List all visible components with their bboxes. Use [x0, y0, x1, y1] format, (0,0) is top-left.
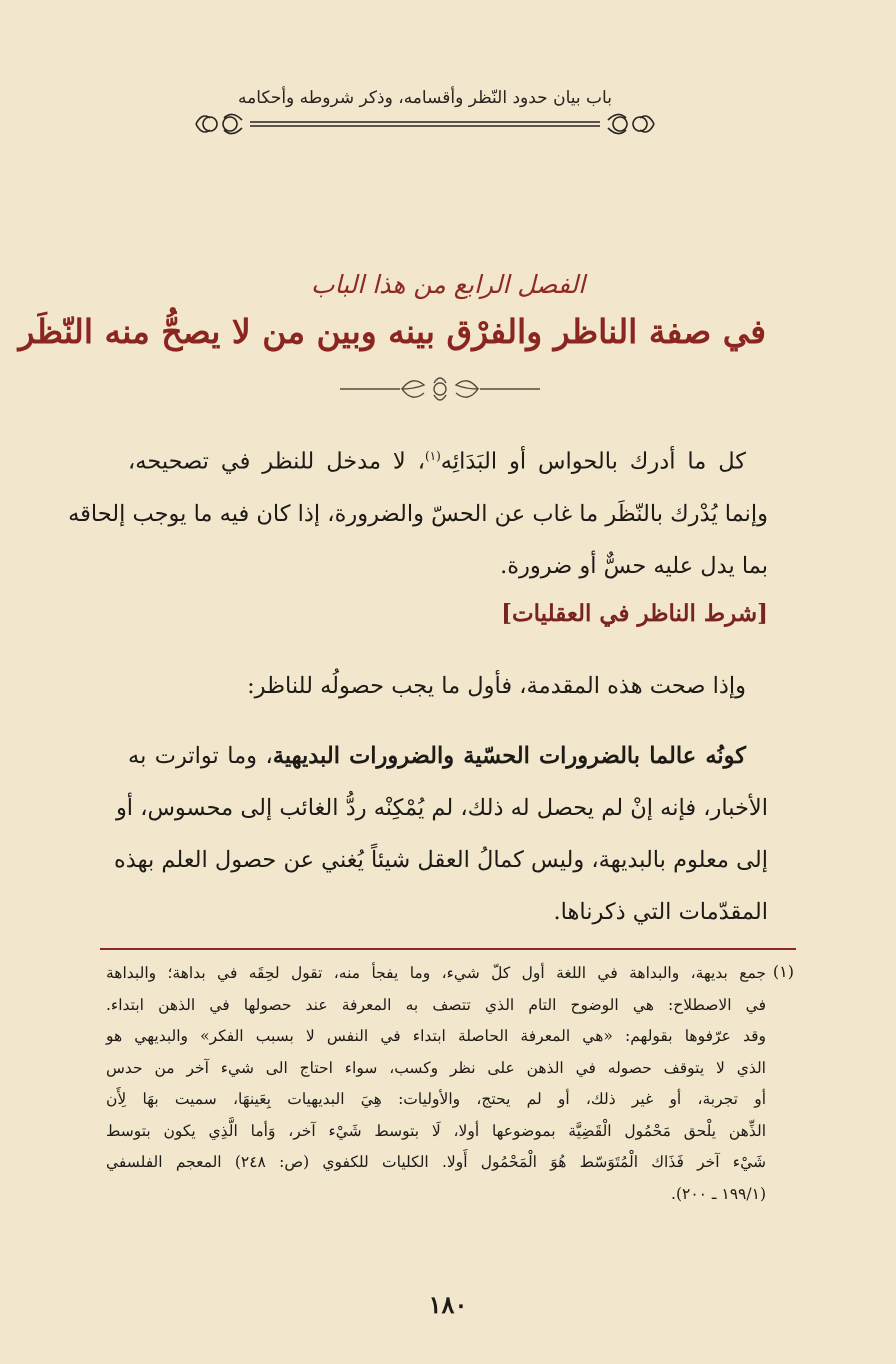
chapter-title: في صفة الناظر والفرْق بينه وبين من لا يصحُّ منه النّظَر [18, 312, 766, 351]
footnote-line: (١٩٩/١ ـ ٢٠٠). [671, 1184, 766, 1203]
paragraph-3-line-3: إلى معلوم بالبديهة، وليس كمالُ العقل شيئاً يُغني عن حصول العلم بهذه [114, 847, 768, 873]
footnote-line: في الاصطلاح: هي الوضوح التام الذي تتصف به المعرفة عند حصولها في الذهن ابتداء. [106, 995, 766, 1014]
paragraph-1 [68, 430, 768, 592]
page-number: ١٨٠ [428, 1290, 468, 1319]
footnote-line: الذِّهن يلْحق مَحْمُول الْقَضِيَّة بموضوعها أولا، لَا بتوسط شَيْء آخر، وَأما الَّذِي يكون بتوسط [106, 1121, 766, 1140]
header-ornament [188, 100, 662, 140]
footnote-text [106, 958, 766, 1210]
title-ornament [340, 372, 540, 406]
paragraph-3 [114, 730, 768, 938]
paragraph-1-line-3: بما يدل عليه حسٌّ أو ضرورة. [500, 552, 768, 579]
chapter-subtitle: الفصل الرابع من هذا الباب [310, 270, 586, 299]
paragraph-3-line-2: الأخبار، فإنه إنْ لم يحصل له ذلك، لم يُمْكِنْه ردُّ الغائب إلى محسوس، أو [115, 795, 768, 821]
footnote-line: شَيْء آخر فَذَاك الْمُتَوَسّط هُوَ الْمَحْمُول أَولا. الكليات للكفوي (ص: ٢٤٨) المعجم الفلسفي [106, 1153, 766, 1171]
paragraph-2: وإذا صحت هذه المقدمة، فأول ما يجب حصولُه للناظر: [247, 673, 746, 699]
running-header: باب بيان حدود النّظر وأقسامه، وذكر شروطه وأحكامه [238, 88, 612, 108]
footnote-marker: (١) [772, 962, 794, 981]
paragraph-1-line-1-end: ، لا مدخل للنظر في تصحيحه، [128, 448, 425, 475]
footnote-line: الذي لا يتوقف حصوله في الذهن على نظر وكسب، سواء احتاج الى شيء آخر من حدس [106, 1058, 766, 1077]
footnote-divider [100, 948, 796, 950]
paragraph-3-bold-phrase: كونُه عالما بالضرورات الحسّية والضرورات البديهية [272, 743, 747, 769]
footnote-reference[interactable]: (١) [424, 449, 441, 463]
footnote-line: وقد عرّفوها بقولهم: «هي المعرفة الحاصلة ابتداء في النفس لا بسبب الفكر» والبديهي هو [106, 1027, 766, 1045]
paragraph-3-line-4: المقدّمات التي ذكرناها. [553, 899, 768, 925]
footnote-line: أو تجربة، أو غير ذلك، أو لم يحتج، والأوليات: هِيَ البديهيات بِعَينهَا، سميت بهَا لِأَن [106, 1090, 766, 1108]
footnote-line: جمع بديهة، والبداهة في اللغة أول كلّ شيء، وما يفجأ منه، تقول لحِقَه في بداهة؛ والبداهة [106, 964, 766, 982]
paragraph-3-line-1-end: ، وما تواترت به [128, 743, 273, 769]
paragraph-1-line-2: وإنما يُدْرك بالنّظَر ما غاب عن الحسّ والضرورة، إذا كان فيه ما يوجب إلحاقه [68, 500, 768, 527]
paragraph-1-line-1: كل ما أدرك بالحواس أو البَدَائِه [440, 448, 746, 475]
section-heading: [شرط الناظر في العقليات] [501, 600, 768, 627]
